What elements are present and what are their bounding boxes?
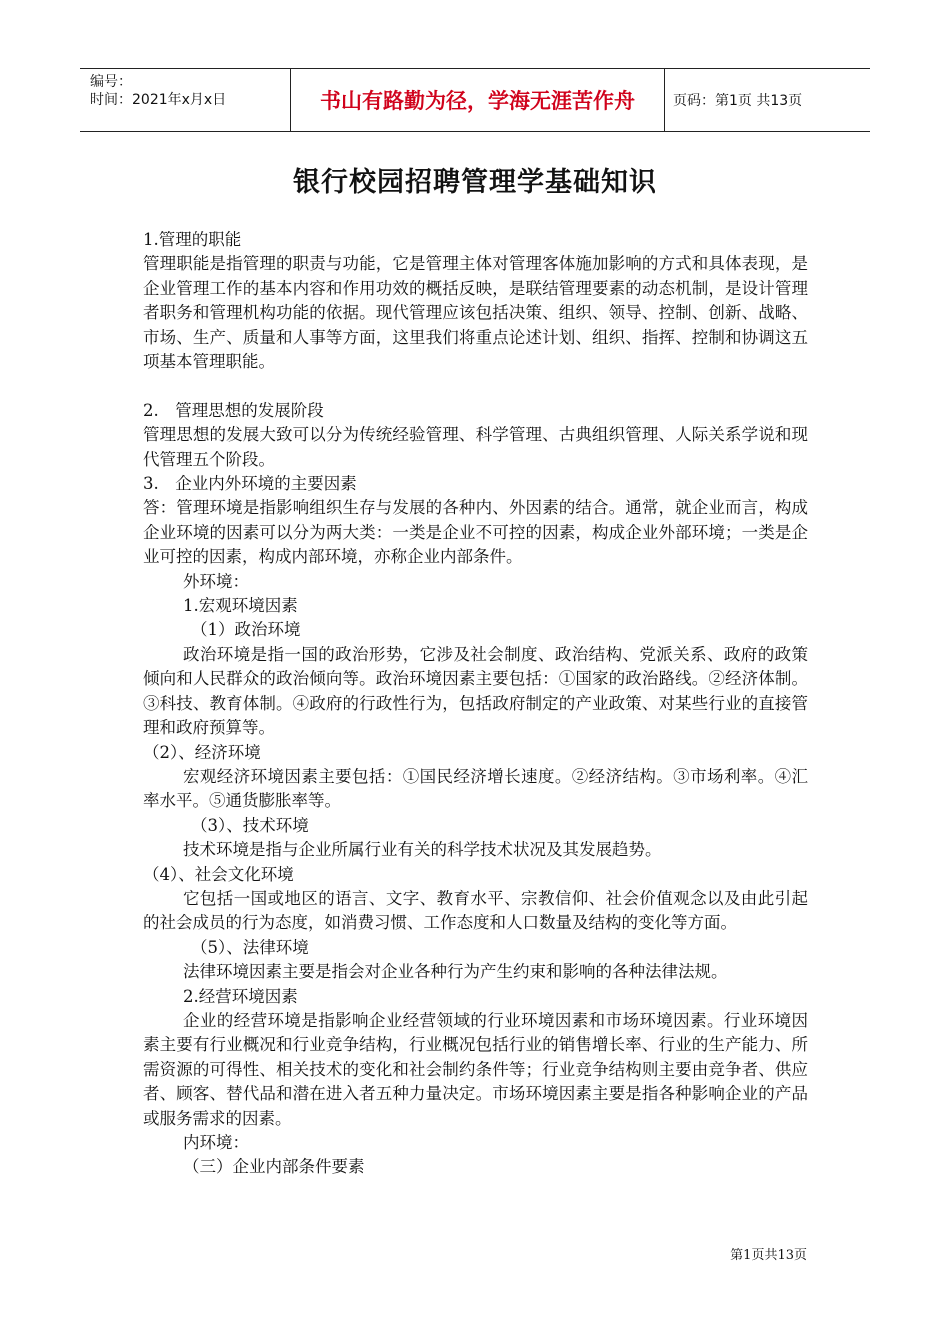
paragraph: （2）、经济环境	[143, 742, 261, 762]
paragraph: 答：管理环境是指影响组织生存与发展的各种内、外因素的结合。通常，就企业而言，构成企业环境的因素可以分为两大类：一类是企业不可控的因素，构成企业外部环境；一类是企业可控的因素，构成内部环境，亦称企业内部条件。	[143, 498, 808, 567]
paragraph: 企业的经营环境是指影响企业经营领域的行业环境因素和市场环境因素。行业环境因素主要有行业概况和行业竞争结构，行业概况包括行业的销售增长率、行业的生产能力、所需资源的可得性、相关技术的变化和社会制约条件等；行业竞争结构则主要由竞争者、供应者、顾客、替代品和潜在进入者五种力量决定。市场环境因素主要是指各种影响企业的产品或服务需求的因素。	[143, 1010, 808, 1128]
paragraph: 2. 管理思想的发展阶段	[143, 400, 324, 420]
paragraph: 政治环境是指一国的政治形势，它涉及社会制度、政治结构、党派关系、政府的政策倾向和人民群众的政治倾向等。政治环境因素主要包括：①国家的政治路线。②经济体制。③科技、教育体制。④政府的行政性行为，包括政府制定的产业政策、对某些行业的直接管理和政府预算等。	[143, 644, 808, 738]
paragraph: 管理思想的发展大致可以分为传统经验管理、科学管理、古典组织管理、人际关系学说和现代管理五个阶段。	[143, 425, 808, 469]
paragraph: 法律环境因素主要是指会对企业各种行为产生约束和影响的各种法律法规。	[183, 962, 728, 982]
page-footer: 第1页共13页	[730, 1248, 807, 1263]
paragraph: 1.管理的职能	[143, 230, 242, 249]
paragraph: 管理职能是指管理的职责与功能，它是管理主体对管理客体施加影响的方式和具体表现，是企业管理工作的基本内容和作用功效的概括反映，是联结管理要素的动态机制，是设计管理者职务和管理机构功能的依据。现代管理应该包括决策、组织、领导、控制、创新、战略、市场、生产、质量和人事等方面，这里我们将重点论述计划、组织、指挥、控制和协调这五项基本管理职能。	[143, 254, 808, 372]
paragraph: 2.经营环境因素	[183, 986, 298, 1006]
paragraph: （3）、技术环境	[191, 815, 309, 835]
header-motto	[290, 69, 665, 131]
paragraph: （三）企业内部条件要素	[183, 1157, 365, 1177]
paragraph: 外环境：	[183, 571, 249, 591]
paragraph: 宏观经济环境因素主要包括：①国民经济增长速度。②经济结构。③市场利率。④汇率水平。⑤通货膨胀率等。	[143, 766, 808, 811]
paragraph: （1）政治环境	[191, 620, 301, 640]
doc-date: 时间：2021年x月x日	[90, 92, 227, 108]
paragraph: 1.宏观环境因素	[183, 596, 298, 616]
doc-number-label: 编号：	[90, 74, 132, 90]
paragraph: 内环境：	[183, 1133, 249, 1153]
header-meta	[80, 69, 290, 131]
motto-text: 书山有路勤为径，学海无涯苦作舟	[320, 89, 635, 113]
paragraph: 技术环境是指与企业所属行业有关的科学技术状况及其发展趋势。	[183, 840, 662, 860]
blank-line	[143, 374, 808, 398]
paragraph: （5）、法律环境	[191, 937, 309, 957]
header-table	[80, 68, 870, 132]
paragraph: 它包括一国或地区的语言、文字、教育水平、宗教信仰、社会价值观念以及由此引起的社会成员的行为态度，如消费习惯、工作态度和人口数量及结构的变化等方面。	[143, 888, 808, 933]
document-body	[143, 228, 808, 1180]
document-title: 银行校园招聘管理学基础知识	[293, 167, 657, 198]
header-page-info	[665, 69, 802, 131]
paragraph: 3. 企业内外环境的主要因素	[143, 474, 357, 494]
page-info-text: 页码：第1页 共13页	[673, 93, 803, 109]
paragraph: （4）、社会文化环境	[143, 864, 294, 884]
